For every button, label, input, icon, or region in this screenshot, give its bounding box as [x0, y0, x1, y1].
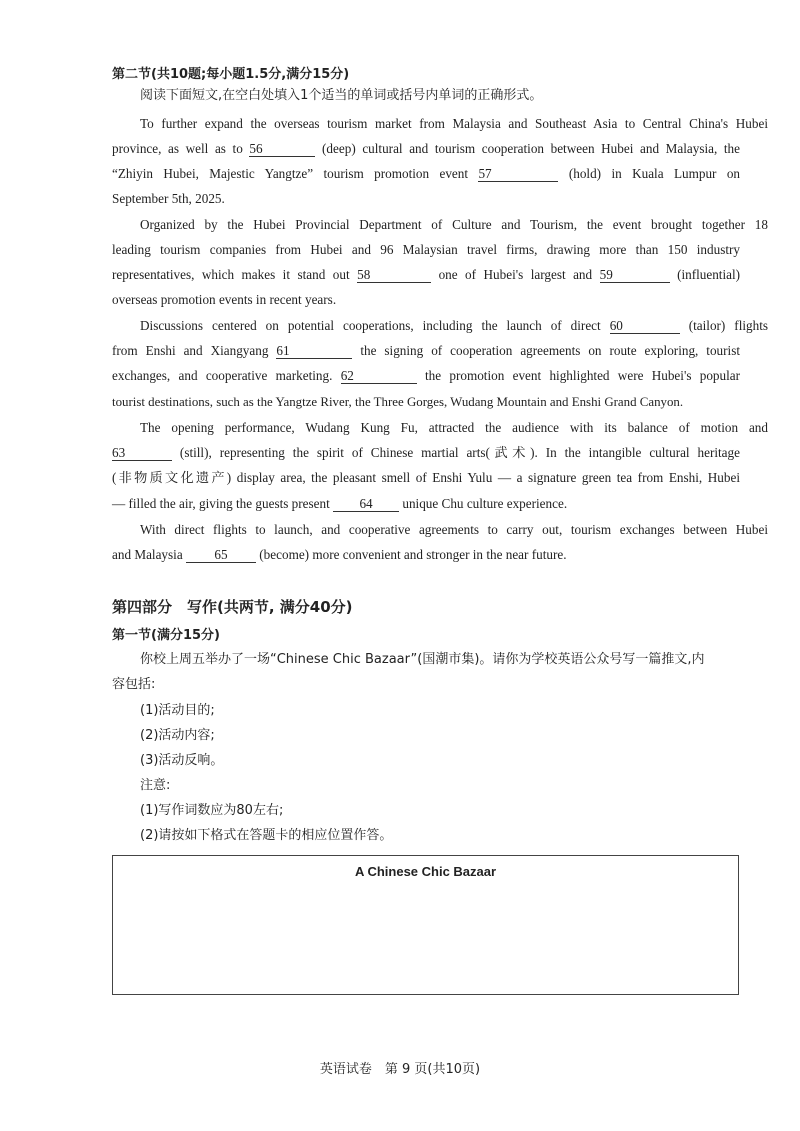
part4-title: 第四部分 写作(共两节, 满分40分) [112, 598, 353, 616]
p4-line4: — filled the air, giving the guests present 64 unique Chu culture experience. [112, 496, 568, 511]
p4-line1: The opening performance, Wudang Kung Fu, attracted the audience with its balance of motion and [140, 420, 768, 435]
answer-box[interactable] [112, 855, 739, 995]
blank-58[interactable]: 58 [357, 267, 431, 283]
blank-62[interactable]: 62 [341, 368, 417, 384]
blank-61[interactable]: 61 [276, 343, 352, 359]
p3-line2: from Enshi and Xiangyang 61 the signing of cooperation agreements on route exploring, tourist [112, 343, 740, 358]
section2-title: 第二节(共10题;每小题1.5分,满分15分) [112, 67, 350, 82]
p1-line3: “Zhiyin Hubei, Majestic Yangtze” tourism promotion event 57 (hold) in Kuala Lumpur on [112, 166, 741, 181]
section2-instruction: 阅读下面短文,在空白处填入1个适当的单词或括号内单词的正确形式。 [140, 88, 543, 103]
prompt-item-3: (3)活动反响。 [140, 753, 224, 768]
prompt-item-2: (2)活动内容; [140, 728, 215, 743]
p2-line1: Organized by the Hubei Provincial Department of Culture and Tourism, the event brought together 18 [140, 217, 768, 232]
page-footer: 英语试卷 第 9 页(共10页) [319, 1062, 481, 1077]
prompt-line1: 你校上周五举办了一场“Chinese Chic Bazaar”(国潮市集)。请你为学校英语公众号写一篇推文,内 [140, 652, 705, 667]
p4-line3: (非物质文化遗产) display area, the pleasant smell of Enshi Yulu — a signature green tea from Enshi, Hubei [112, 470, 740, 485]
blank-63[interactable]: 63 [112, 445, 172, 461]
p4-line2: 63 (still), representing the spirit of Chinese martial arts(武术). In the intangible cultural heritage [112, 445, 740, 460]
p2-line2: leading tourism companies from Hubei and 96 Malaysian travel firms, drawing more than 150 industry [112, 242, 740, 257]
blank-59[interactable]: 59 [600, 267, 670, 283]
p1-line2: province, as well as to 56 (deep) cultural and tourism cooperation between Hubei and Malaysia, the [112, 141, 740, 156]
note-label: 注意: [140, 778, 171, 793]
p3-line3: exchanges, and cooperative marketing. 62 the promotion event highlighted were Hubei's popular [112, 368, 741, 383]
blank-57[interactable]: 57 [478, 166, 558, 182]
note-2: (2)请按如下格式在答题卡的相应位置作答。 [140, 828, 393, 843]
p1-line4: September 5th, 2025. [112, 191, 225, 206]
p2-line3: representatives, which makes it stand out 58 one of Hubei's largest and 59 (influential) [112, 267, 741, 282]
blank-60[interactable]: 60 [610, 318, 680, 334]
p3-line4: tourist destinations, such as the Yangtze River, the Three Gorges, Wudang Mountain and Enshi Grand Canyon. [112, 395, 684, 409]
blank-65[interactable]: 65 [186, 547, 256, 563]
blank-56[interactable]: 56 [249, 141, 315, 157]
part4-section1-title: 第一节(满分15分) [112, 628, 220, 643]
p3-line1: Discussions centered on potential cooperations, including the launch of direct 60 (tailor) flights [140, 318, 769, 333]
note-1: (1)写作词数应为80左右; [140, 803, 284, 818]
p1-line1: To further expand the overseas tourism market from Malaysia and Southeast Asia to Central China's Hubei [140, 116, 768, 131]
p5-line2: and Malaysia 65 (become) more convenient and stronger in the near future. [112, 547, 567, 562]
blank-64[interactable]: 64 [333, 496, 399, 512]
answer-box-title: A Chinese Chic Bazaar [354, 864, 497, 879]
p2-line4: overseas promotion events in recent years. [112, 292, 337, 307]
prompt-line2: 容包括: [112, 677, 156, 692]
p5-line1: With direct flights to launch, and cooperative agreements to carry out, tourism exchanges between Hubei [140, 522, 768, 537]
prompt-item-1: (1)活动目的; [140, 703, 215, 718]
